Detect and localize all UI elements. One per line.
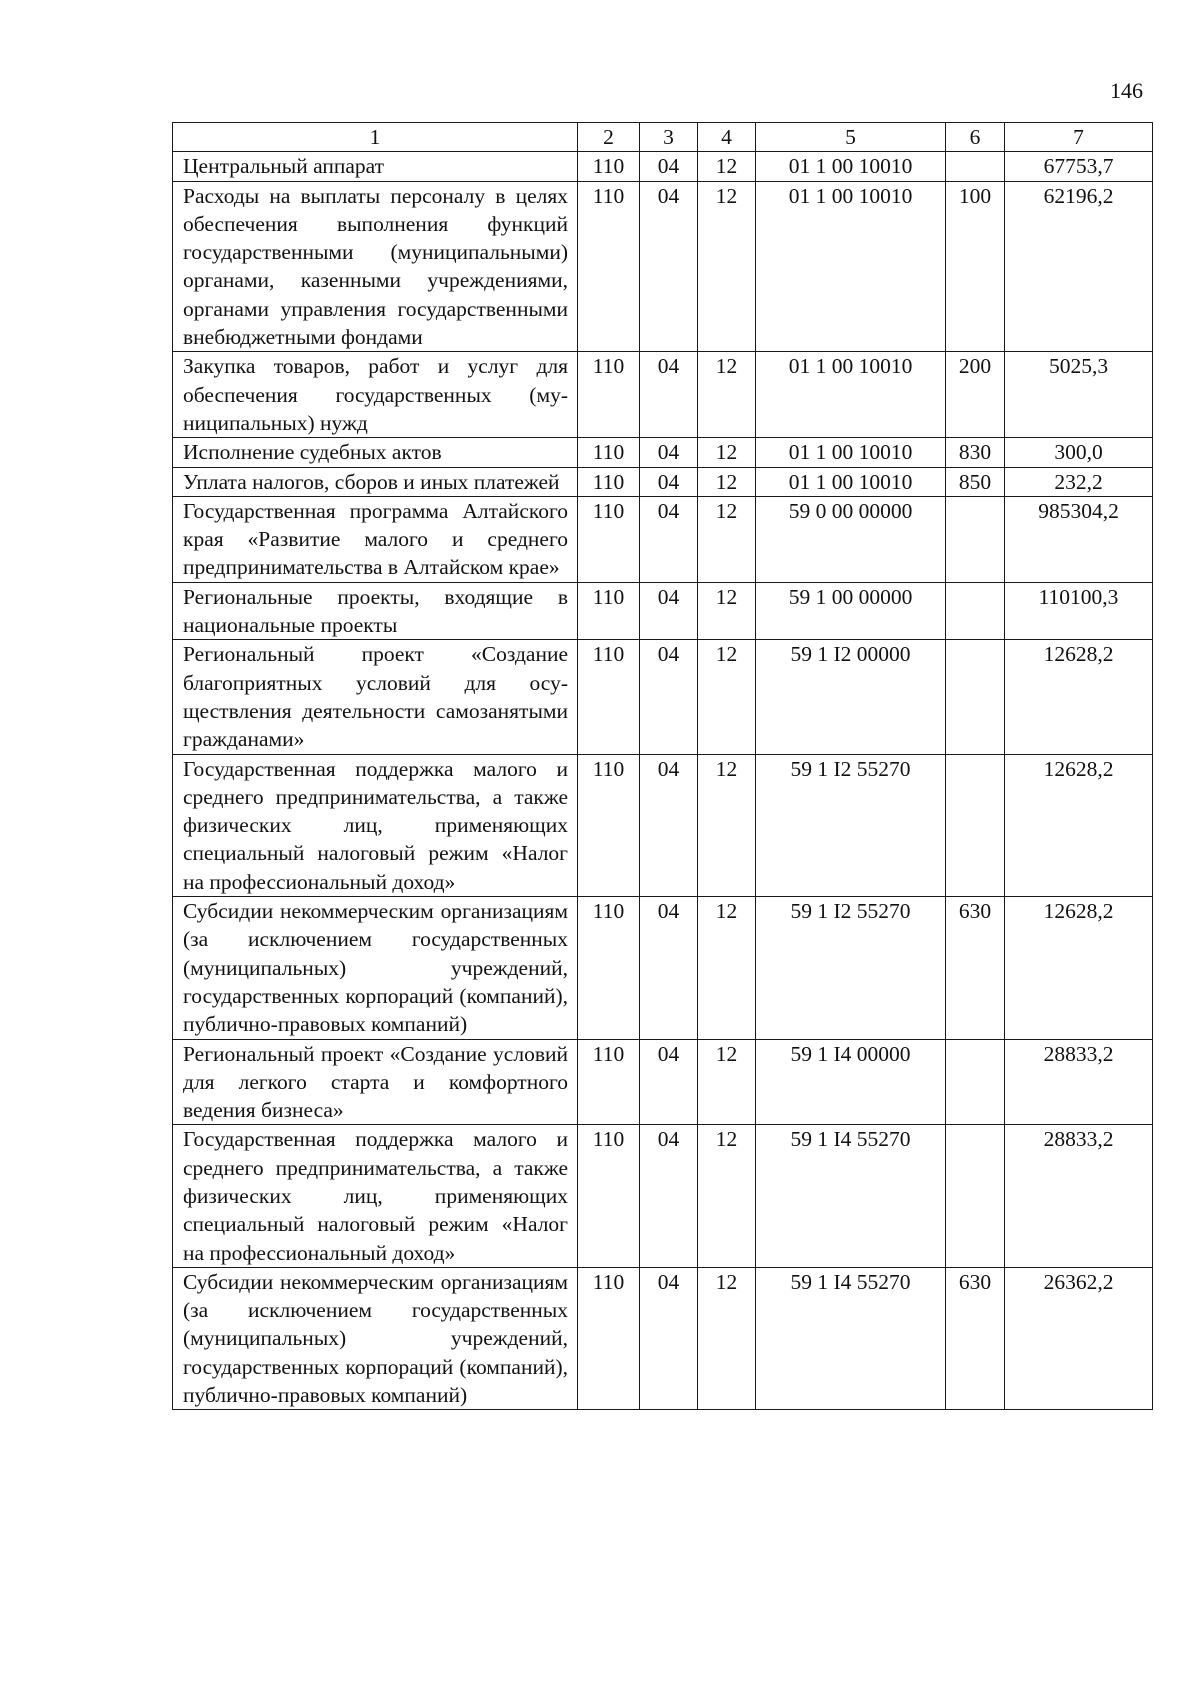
table-row	[173, 496, 1153, 582]
row-name-cell: Закупка товаров, работ и услуг для обеспечения государственных (муниципальных) нужд	[173, 352, 578, 438]
row-amount-cell: 985304,2	[1005, 496, 1153, 582]
row-col6-cell: 830	[946, 438, 1005, 467]
row-col2-cell: 110	[578, 582, 640, 640]
row-amount-cell: 28833,2	[1005, 1039, 1153, 1125]
row-col5-cell: 59 1 I4 55270	[756, 1267, 946, 1409]
row-amount-cell: 232,2	[1005, 467, 1153, 496]
row-col6-cell: 100	[946, 181, 1005, 352]
row-col2-cell: 110	[578, 754, 640, 896]
row-col4-cell: 12	[698, 1125, 756, 1267]
row-col3-cell: 04	[640, 467, 698, 496]
header-cell-2: 2	[578, 123, 640, 152]
table-row	[173, 467, 1153, 496]
row-col6-cell: 630	[946, 1267, 1005, 1409]
row-amount-cell: 12628,2	[1005, 897, 1153, 1039]
table-header-row	[173, 123, 1153, 152]
row-col3-cell: 04	[640, 152, 698, 181]
row-col5-cell: 01 1 00 10010	[756, 181, 946, 352]
row-col5-cell: 01 1 00 10010	[756, 152, 946, 181]
row-col2-cell: 110	[578, 181, 640, 352]
row-col2-cell: 110	[578, 1039, 640, 1125]
row-col2-cell: 110	[578, 1267, 640, 1409]
row-col2-cell: 110	[578, 152, 640, 181]
row-col3-cell: 04	[640, 640, 698, 754]
row-col5-cell: 59 1 I2 00000	[756, 640, 946, 754]
row-col5-cell: 59 1 I2 55270	[756, 897, 946, 1039]
row-col5-cell: 59 0 00 00000	[756, 496, 946, 582]
row-col2-cell: 110	[578, 640, 640, 754]
row-amount-cell: 26362,2	[1005, 1267, 1153, 1409]
row-col4-cell: 12	[698, 438, 756, 467]
row-col6-cell	[946, 1125, 1005, 1267]
header-cell-3: 3	[640, 123, 698, 152]
row-col3-cell: 04	[640, 897, 698, 1039]
row-name-cell: Расходы на выплаты персоналу в целях обеспечения выполнения функций государственными (муниципальными) органами, казенными учреждениями, органами управления государственными внебюджетными фондами	[173, 181, 578, 352]
row-col6-cell	[946, 152, 1005, 181]
row-col2-cell: 110	[578, 438, 640, 467]
row-col4-cell: 12	[698, 582, 756, 640]
row-col6-cell: 200	[946, 352, 1005, 438]
table-row	[173, 1125, 1153, 1267]
table-row	[173, 582, 1153, 640]
row-col4-cell: 12	[698, 496, 756, 582]
header-cell-7: 7	[1005, 123, 1153, 152]
row-col5-cell: 59 1 I2 55270	[756, 754, 946, 896]
row-col4-cell: 12	[698, 467, 756, 496]
row-col3-cell: 04	[640, 1125, 698, 1267]
row-col3-cell: 04	[640, 352, 698, 438]
row-col4-cell: 12	[698, 152, 756, 181]
row-col4-cell: 12	[698, 897, 756, 1039]
row-name-cell: Уплата налогов, сборов и иных платежей	[173, 467, 578, 496]
row-col3-cell: 04	[640, 438, 698, 467]
table-body	[173, 123, 1153, 1410]
table-row	[173, 181, 1153, 352]
budget-table	[172, 122, 1153, 1410]
row-col2-cell: 110	[578, 897, 640, 1039]
table-row	[173, 352, 1153, 438]
row-col5-cell: 01 1 00 10010	[756, 467, 946, 496]
table-row	[173, 1267, 1153, 1409]
row-col6-cell	[946, 1039, 1005, 1125]
table-row	[173, 438, 1153, 467]
row-col4-cell: 12	[698, 640, 756, 754]
row-col3-cell: 04	[640, 582, 698, 640]
row-amount-cell: 300,0	[1005, 438, 1153, 467]
row-col6-cell	[946, 754, 1005, 896]
row-col2-cell: 110	[578, 467, 640, 496]
header-cell-1: 1	[173, 123, 578, 152]
row-name-cell: Центральный аппарат	[173, 152, 578, 181]
row-col6-cell: 630	[946, 897, 1005, 1039]
row-amount-cell: 28833,2	[1005, 1125, 1153, 1267]
header-cell-6: 6	[946, 123, 1005, 152]
row-amount-cell: 12628,2	[1005, 754, 1153, 896]
row-col4-cell: 12	[698, 754, 756, 896]
row-col5-cell: 59 1 I4 00000	[756, 1039, 946, 1125]
row-col2-cell: 110	[578, 1125, 640, 1267]
row-col3-cell: 04	[640, 1267, 698, 1409]
row-name-cell: Региональные проекты, входящие в национальные проекты	[173, 582, 578, 640]
table-row	[173, 1039, 1153, 1125]
row-name-cell: Государственная поддержка малого и среднего предпринимательства, а также физических лиц, применяющих специальный налоговый режим «Налог на профессиональный доход»	[173, 1125, 578, 1267]
row-name-cell: Субсидии некоммерческим организациям (за исключением государственных (муниципальных) учреждений, государственных корпораций (компаний), публично-правовых компаний)	[173, 897, 578, 1039]
row-col4-cell: 12	[698, 181, 756, 352]
row-col5-cell: 01 1 00 10010	[756, 438, 946, 467]
row-amount-cell: 12628,2	[1005, 640, 1153, 754]
row-name-cell: Государственная поддержка малого и среднего предпринимательства, а также физических лиц, применяющих специальный налоговый режим «Налог на профессиональный доход»	[173, 754, 578, 896]
row-amount-cell: 62196,2	[1005, 181, 1153, 352]
row-col5-cell: 59 1 00 00000	[756, 582, 946, 640]
row-col5-cell: 01 1 00 10010	[756, 352, 946, 438]
header-cell-4: 4	[698, 123, 756, 152]
row-col6-cell	[946, 640, 1005, 754]
row-amount-cell: 110100,3	[1005, 582, 1153, 640]
table-row	[173, 897, 1153, 1039]
page-number: 146	[1110, 78, 1143, 103]
row-name-cell: Региональный проект «Создание условий для легкого старта и комфортного ведения бизнеса»	[173, 1039, 578, 1125]
row-col2-cell: 110	[578, 496, 640, 582]
row-col3-cell: 04	[640, 181, 698, 352]
row-col3-cell: 04	[640, 1039, 698, 1125]
header-cell-5: 5	[756, 123, 946, 152]
row-amount-cell: 5025,3	[1005, 352, 1153, 438]
row-col6-cell: 850	[946, 467, 1005, 496]
row-col4-cell: 12	[698, 1039, 756, 1125]
row-amount-cell: 67753,7	[1005, 152, 1153, 181]
row-col5-cell: 59 1 I4 55270	[756, 1125, 946, 1267]
table-row	[173, 754, 1153, 896]
row-col2-cell: 110	[578, 352, 640, 438]
row-name-cell: Исполнение судебных актов	[173, 438, 578, 467]
row-name-cell: Государственная программа Алтайского края «Развитие малого и среднего предпринимательства в Алтайском крае»	[173, 496, 578, 582]
row-col6-cell	[946, 496, 1005, 582]
row-col3-cell: 04	[640, 496, 698, 582]
row-col4-cell: 12	[698, 1267, 756, 1409]
row-name-cell: Региональный проект «Создание благоприятных условий для осуществления деятельности самозанятыми гражданами»	[173, 640, 578, 754]
table-row	[173, 152, 1153, 181]
row-col6-cell	[946, 582, 1005, 640]
table-row	[173, 640, 1153, 754]
row-col3-cell: 04	[640, 754, 698, 896]
row-col4-cell: 12	[698, 352, 756, 438]
row-name-cell: Субсидии некоммерческим организациям (за исключением государственных (муниципальных) учреждений, государственных корпораций (компаний), публично-правовых компаний)	[173, 1267, 578, 1409]
